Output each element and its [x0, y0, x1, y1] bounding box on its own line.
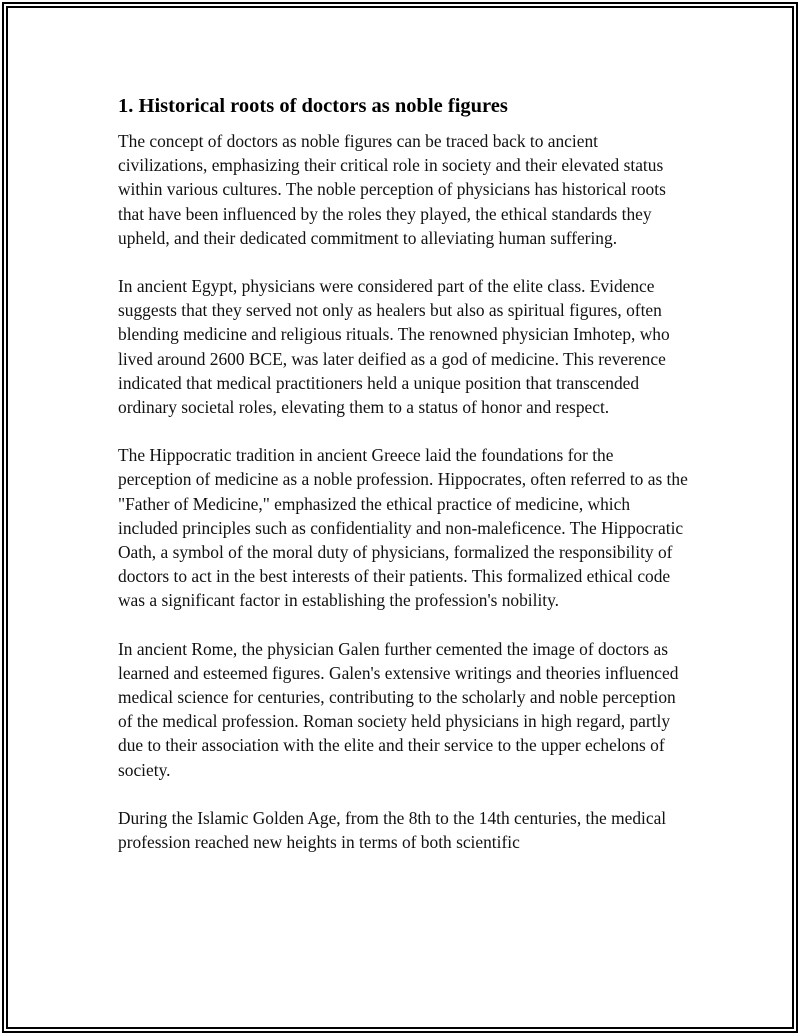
paragraph-greece: The Hippocratic tradition in ancient Greece laid the foundations for the perception of medicine as a noble profession. Hippocrates, often referred to as the "Father of Medicine," emphasized the ethical practice of medicine, which included principles such as confidentiality and non-maleficence. The Hippocratic Oath, a symbol of the moral duty of physicians, formalized the responsibility of doctors to act in the best interests of their patients. This formalized ethical code was a significant factor in establishing the profession's nobility. — [118, 445, 688, 611]
paragraph-islamic-golden-age: During the Islamic Golden Age, from the 8th to the 14th centuries, the medical profession reached new heights in terms of both scientific — [118, 807, 667, 853]
section-heading: 1. Historical roots of doctors as noble figures — [118, 95, 508, 117]
paragraph-intro: The concept of doctors as noble figures can be traced back to ancient civilizations, emphasizing their critical role in society and their elevated status within various cultures. The noble perception of physicians has historical roots that have been influenced by the roles they played, the ethical standards they upheld, and their dedicated commitment to alleviating human suffering. — [118, 131, 666, 248]
paragraph-egypt: In ancient Egypt, physicians were considered part of the elite class. Evidence suggests that they served not only as healers but also as spiritual figures, often blending medicine and religious rituals. The renowned physician Imhotep, who lived around 2600 BCE, was later deified as a god of medicine. This reverence indicated that medical practitioners held a unique position that transcended ordinary societal roles, elevating them to a status of honor and respect. — [118, 276, 670, 418]
paragraph-rome: In ancient Rome, the physician Galen further cemented the image of doctors as learned and esteemed figures. Galen's extensive writings and theories influenced medical science for centuries, contributing to the scholarly and noble perception of the medical profession. Roman society held physicians in high regard, partly due to their association with the elite and their service to the upper echelons of society. — [118, 638, 679, 780]
document-body — [118, 93, 690, 878]
